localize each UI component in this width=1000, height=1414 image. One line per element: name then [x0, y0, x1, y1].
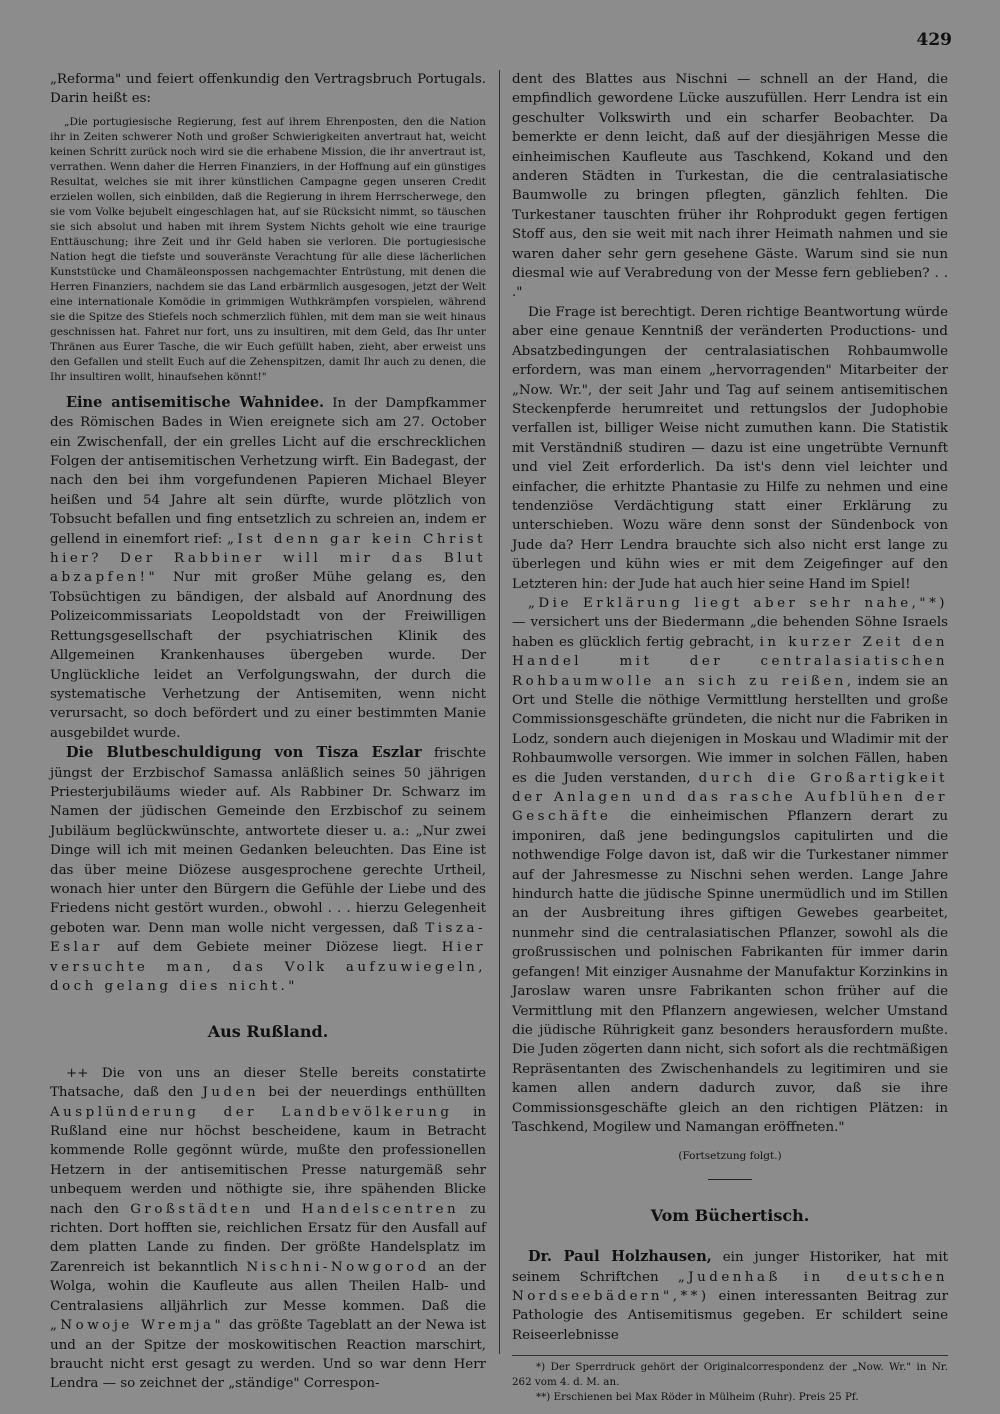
separator-rule [708, 1179, 752, 1180]
russland-continuation: dent des Blattes aus Nischni — schnell an der Hand, die empfindlich gewordene Lücke auszufüllen. Herr Lendra ist ein geschulter Volkswirth und ein scharfer Beobachter. Da bemerkte er denn leicht, daß auf der diesjährigen Messe die einheimischen Kaufleute aus Taschkend, Kokand und den anderen Städten in Turkestan, die die centralasiatische Baumwolle zu bringen pflegten, gänzlich fehlten. Die Turkestaner tauschten früher ihr Rohprodukt gegen fertigen Stoff aus, den sie weit mit nach ihrer Heimath nahmen und sie waren daher sehr gern gesehene Gäste. Warum sind sie nun diesmal wie auf Verabredung von der Messe fern geblieben? . . ." [512, 72, 948, 301]
headline-wahnidee: Eine antisemitische Wahnidee. [66, 393, 325, 411]
reforma-intro: „Reforma" und feiert offenkundig den Vertragsbruch Portugals. Darin heißt es: [50, 72, 486, 107]
article-blutbeschuldigung: Die Blutbeschuldigung von Tisza Eszlar frischte jüngst der Erzbischof Samassa anläßlich seines 50 jährigen Priesterjubiläums wieder auf. Als Rabbiner Dr. Schwarz im Namen der jüdischen Gemeinde den Erzbischof zu seinem Jubiläum beglückwünschte, antwortete dieser u. a.: „Nur zwei Dinge will ich mit meinen Gedanken beleuchten. Das Eine ist das über meine Diözese ausgesprochene gerechte Urtheil, wonach hier unter den Bürgern die Gefühle der Liebe und des Friedens nicht gestört wurden., obwohl . . . hierzu Gelegenheit geboten war. Denn man wolle nicht vergessen, daß Tisza-Eslar auf dem Gebiete meiner Diözese liegt. Hier versuchte man, das Volk aufzuwiegeln, doch gelang dies nicht." [50, 744, 486, 994]
article-russland: ++ Die von uns an dieser Stelle bereits constatirte Thatsache, daß den Juden bei der neuerdings enthüllten Ausplünderung der Landbevölkerung in Rußland eine nur höchst bescheidene, kaum in Betracht kommende Rolle gegönnt würde, mußte den professionellen Hetzern in der antisemitischen Presse naturgemäß sehr unbequem werden und nöthigte sie, ihre spähenden Blicke nach den Großstädten und Handelscentren zu richten. Dort hofften sie, reichlichen Ersatz für den Ausfall auf dem platten Lande zu finden. Der größte Handelsplatz im Zarenreich ist bekanntlich Nischni-Nowgorod an der Wolga, wohin die Kaufleute aus allen Theilen Halb- und Centralasiens alljährlich zur Messe kommen. Daß die „Nowoje Wremja" das größte Tageblatt an der Newa ist und an der Spitze der moskowitischen Reaction marschirt, braucht nicht erst gesagt zu werden. Und so war denn Herr Lendra — so zeichnet der „ständige" Correspon- [50, 1065, 486, 1392]
right-column [512, 70, 948, 1404]
footnote-1: *) Der Sperrdruck gehört der Originalcorrespondenz der „Now. Wr." in Nr. 262 vom 4. d. M. an. [512, 1361, 948, 1389]
russland-erklaerung: „Die Erklärung liegt aber sehr nahe,"*) — versichert uns der Biedermann „die behenden Söhne Israels haben es glücklich fertig gebracht, in kurzer Zeit den Handel mit der centralasiatischen Rohbaumwolle an sich zu reißen, indem sie an Ort und Stelle die nöthige Vermittlung herstellten und große Commissionsgeschäfte gründeten, die nicht nur die Fabriken in Lodz, sondern auch diejenigen in Moskau und Wladimir mit der Rohbaumwolle versorgen. Wie immer in solchen Fällen, haben es die Juden verstanden, durch die Großartigkeit der Anlagen und das rasche Aufblühen der Geschäfte die einheimischen Pflanzern derart zu imponiren, daß jene bedingungslos capitulirten und die nothwendige Folge davon ist, daß wir die Turkestaner nimmer auf der Jahresmesse zu Nischni sehen werden. Lange Jahre hindurch hatte die jüdische Spinne unermüdlich und im Stillen an der Ausbreitung ihres giftigen Gewebes gearbeitet, nunmehr sind die centralasiatischen Pflanzer, sowohl als die großrussischen und polnischen Fabrikanten für immer darin gefangen! Mit einziger Ausnahme der Manufaktur Korzinkins in Jaroslaw waren unsre Fabrikanten schon früher auf die Vermittlung mit den Pflanzern angewiesen, welcher Umstand die jüdische Rührigkeit ganz besonders herausfordern mußte. Die Juden zögerten dann nicht, sich sofort als die rechtmäßigen Repräsentanten des Zwischenhandels zu legitimiren und sie kamen allen andern dadurch zuvor, daß sie ihre Commissionsgeschäfte gleich an den richtigen Plätzen: in Taschkend, Mogilew und Namangan eröffneten." [512, 595, 948, 1135]
russland-frage: Die Frage ist berechtigt. Deren richtige Beantwortung würde aber eine genaue Kenntniß der veränderten Productions- und Absatzbedingungen der centralasiatischen Rohbaumwolle erfordern, was man einem „hervorragenden" Mitarbeiter der „Now. Wr.", der seit Jahr und Tag auf seinem antisemitischen Steckenpferde herumreitet und rettungslos der Judophobie verfallen ist, billiger Weise nicht zumuthen kann. Die Statistik mit Verständniß studiren — dazu ist eine ungetrübte Vernunft und viel Zeit erforderlich. Da ist's denn viel leichter und einfacher, die erhitzte Phantasie zu Hilfe zu nehmen und eine tendenziöse Verdächtigung statt einer Erklärung zu unterschieben. Wozu wäre denn sonst der Sündenbock von Jude da? Herr Lendra brauchte sich also nicht erst lange zu überlegen und kühn wies er mit dem Zeigefinger auf den Letzteren hin: der Jude hat auch hier seine Hand im Spiel! [512, 304, 948, 592]
article-holzhausen: Dr. Paul Holzhausen, ein junger Historiker, hat mit seinem Schriftchen „Judenhaß in deutschen Nordseebädern",**) einen interessanten Beitrag zur Pathologie des Antisemitismus gegeben. Er schildert seine Reiseerlebnisse [512, 1248, 948, 1343]
continued-note: (Fortsetzung folgt.) [678, 1150, 782, 1163]
article-wahnidee: Eine antisemitische Wahnidee. In der Dampfkammer des Römischen Bades in Wien ereignete sich am 27. October ein Zwischenfall, der ein grelles Licht auf die erschrecklichen Folgen der antisemitischen Verhetzung wirft. Ein Badegast, der nach den bei ihm vorgefundenen Papieren Michael Bleyer heißen und 54 Jahre alt sein dürfte, wurde plötzlich von Tobsucht befallen und fing entsetzlich zu schreien an, indem er gellend in einemfort rief: „Ist denn gar kein Christ hier? Der Rabbiner will mir das Blut abzapfen!" Nur mit großer Mühe gelang es, den Tobsüchtigen zu bändigen, der alsbald auf Anordnung des Polizeicommissariats Leopoldstadt von der Freiwilligen Rettungsgesellschaft der psychiatrischen Klinik des Allgemeinen Krankenhauses übergeben wurde. Der Unglückliche leidet an Verfolgungswahn, der durch die systematische Verhetzung der Antisemiten, wenn nicht verursacht, so doch befördert und zu einer bestimmten Manie ausgebildet wurde. [50, 393, 486, 741]
page-number: 429 [916, 30, 952, 50]
author-name: Dr. Paul Holzhausen, [528, 1248, 712, 1266]
headline-blutbeschuldigung: Die Blutbeschuldigung von Tisza Eszlar [66, 744, 422, 762]
section-heading-buechertisch: Vom Büchertisch. [650, 1205, 810, 1225]
column-divider [499, 70, 500, 1354]
footnotes [512, 1355, 948, 1405]
section-heading-russland: Aus Rußland. [207, 1022, 329, 1042]
footnote-2: **) Erschienen bei Max Röder in Mülheim (Ruhr). Preis 25 Pf. [536, 1391, 859, 1404]
left-column [50, 70, 486, 1392]
portuguese-quote: „Die portugiesische Regierung, fest auf ihrem Ehrenposten, den die Nation ihr in Zeiten schwerer Noth und großer Schwierigkeiten anvertraut hat, weicht keinen Schritt zurück noch wird sie die erhabene Mission, die ihr anvertraut ist, verrathen. Wenn daher die Herren Finanziers, in der Hoffnung auf ein günstiges Resultat, welches sie mit ihrer künstlichen Campagne gegen unseren Credit erzielen wollen, sich einbilden, daß die Regierung in ihrem Herrscherwege, den sie vom Volke bejubelt eingeschlagen hat, auf sie Rücksicht nimmt, so täuschen sie sich absolut und haben mit ihrem System Nichts geholt wie eine traurige Enttäuschung; ihre Zeit und ihr Geld haben sie verloren. Die portugiesische Nation hegt die tiefste und souveränste Verachtung für alle diese lächerlichen Kunststücke und Chamäleonspossen nachgemachter Entrüstung, mit denen die Herren Finanziers, nachdem sie das Land erbärmlich ausgesogen, jetzt der Welt eine internationale Komödie in grimmigen Wuthkrämpfen vorspielen, während sie die Spitze des Stiefels noch schmerzlich fühlen, mit dem man sie weit hinaus geschnissen hat. Fahret nur fort, uns zu insultiren, mit dem Geld, das Ihr unter Thränen aus Eurer Tasche, die wir Euch gefüllt haben, zieht, aber erweist uns den Gefallen und stellt Euch auf die Zehenspitzen, damit Ihr auch zu denen, die Ihr insultiren wollt, hinaufsehen könnt!" [50, 115, 486, 383]
